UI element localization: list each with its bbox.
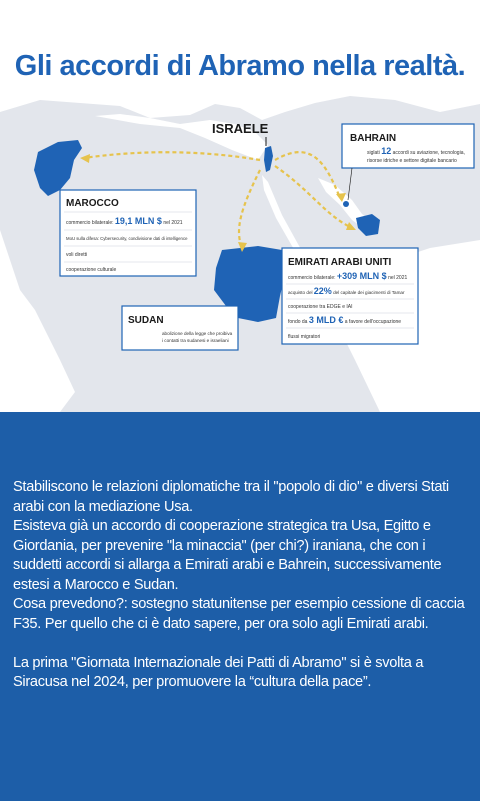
marocco-row-3: voli diretti [66,252,88,258]
emirati-row-1: commercio bilaterale: +309 MLN $ nel 2021 [288,271,408,281]
marocco-title: MAROCCO [66,198,119,209]
bahrain-title: BAHRAIN [350,133,397,144]
description-text [13,478,475,693]
emirati-title: EMIRATI ARABI UNITI [288,257,392,268]
sudan-line-2: i contatti tra sudanesi e israeliani [162,338,229,343]
israel-label: ISRAELE [212,121,269,136]
spacer [13,634,475,654]
emirati-row-3: cooperazione tra EDGE e IAI [288,304,353,310]
marocco-row-4: cooperazione culturale [66,267,117,273]
emirati-box [282,248,418,344]
emirati-row-4: fondo da 3 MLD € a favore dell'occupazione [288,315,402,325]
sudan-box [122,306,238,350]
sudan-line-1: abolizione della legge che proibiva [162,331,233,336]
bahrain-dot [343,201,349,207]
bahrain-line-1: siglati 12 accordi su aviazione, tecnologia, [367,146,465,156]
paragraph-3: Cosa prevedono?: sostegno statunitense per esempio cessione di caccia F35. Per quello che ci è dato sapere, per ora solo agli Emirati arabi. [13,596,465,632]
page-title: Gli accordi di Abramo nella realtà. [14,50,466,82]
bahrain-line-2: risorse idriche e settore digitale bancario [367,158,457,164]
paragraph-2: Esisteva già un accordo di cooperazione strategica tra Usa, Egitto e Giordania, per prevenire "la minaccia" (per chi?) iraniana, che con i suddetti accordi si allarga a Emirati arabi e Bahrein, successivamente estesi a Marocco e Sudan. [13,518,442,593]
paragraph-1: Stabiliscono le relazioni diplomatiche tra il "popolo di dio" e diversi Stati arabi con la mediazione Usa. [13,479,449,515]
emirati-row-5: flussi migratori [288,334,321,340]
emirati-row-2: acquisto del 22% del capitale dei giacimenti di Tamar [288,286,405,296]
sudan-title: SUDAN [128,315,164,326]
marocco-row-1: commercio bilaterale: 19,1 MLN $ nel 2021 [66,216,183,226]
paragraph-4: La prima "Giornata Internazionale dei Patti di Abramo" si è svolta a Siracusa nel 2024, per promuovere la “cultura della pace”. [13,654,424,690]
marocco-box [60,190,196,276]
marocco-row-2: MoU sulla difesa: Cybersecurity, condivisione dati di intelligence [66,236,188,241]
